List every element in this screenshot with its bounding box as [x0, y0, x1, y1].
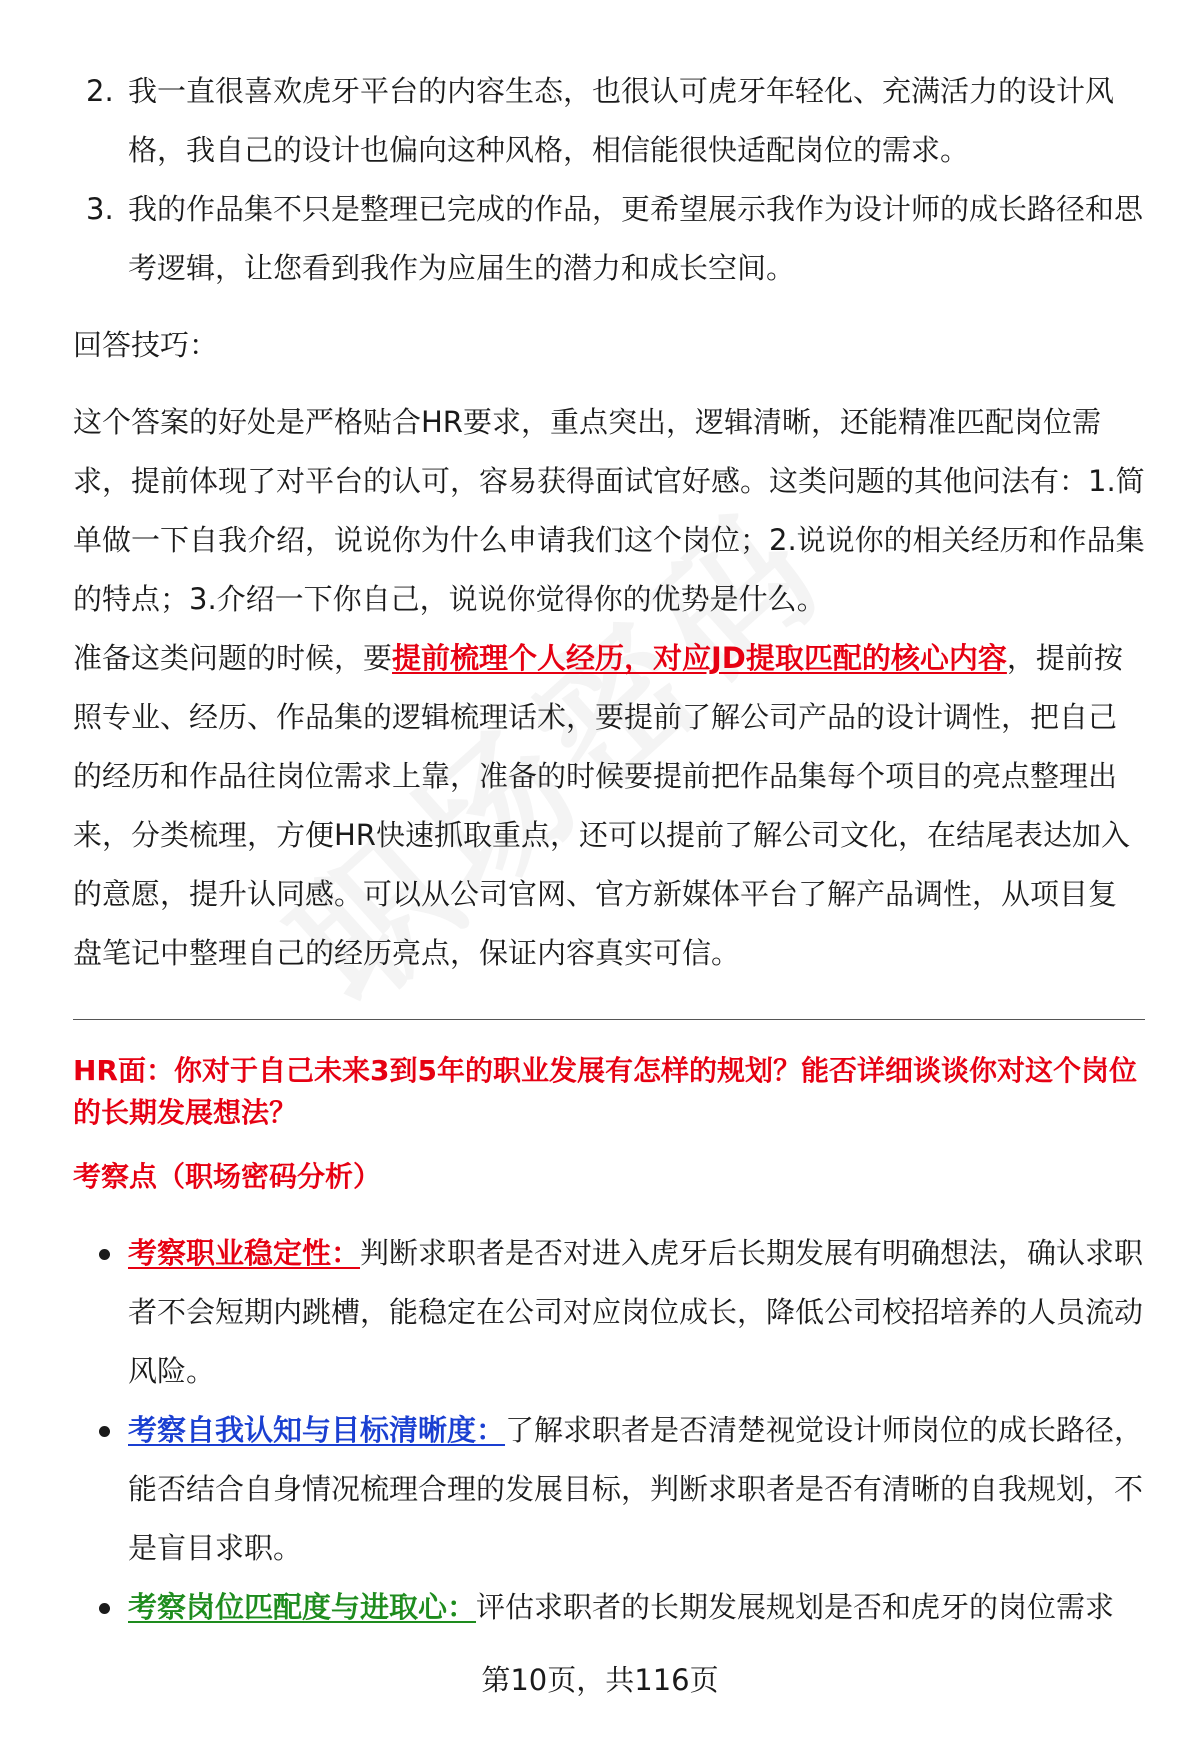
tips-paragraph-2: [73, 629, 1145, 983]
list-number: 3.: [86, 192, 114, 226]
tips-paragraph: 这个答案的好处是严格贴合HR要求，重点突出，逻辑清晰，还能精准匹配岗位需求，提前体现了对平台的认可，容易获得面试官好感。这类问题的其他问法有：1.简单做一下自我介绍，说说你为什么申请我们这个岗位；2.说说你的相关经历和作品集的特点；3.介绍一下你自己，说说你觉得你的优势是什么。: [73, 405, 1145, 616]
bullet-icon: [99, 1249, 110, 1260]
tips-highlight: 提前梳理个人经历，对应JD提取匹配的核心内容: [392, 641, 1007, 675]
bullet-keyword: 考察自我认知与目标清晰度：: [128, 1413, 506, 1447]
bullet-keyword: 考察岗位匹配度与进取心：: [128, 1590, 477, 1624]
bullet-text: 评估求职者的长期发展规划是否和虎牙的岗位需求: [476, 1590, 1115, 1624]
section-divider: [73, 1019, 1145, 1020]
tips-text-post: ，提前按照专业、经历、作品集的逻辑梳理话术，要提前了解公司产品的设计调性，把自己的经历和作品往岗位需求上靠，准备的时候要提前把作品集每个项目的亮点整理出来，分类梳理，方便HR快速抓取重点，还可以提前了解公司文化，在结尾表达加入的意愿，提升认同感。可以从公司官网、官方新媒体平台了解产品调性，从项目复盘笔记中整理自己的经历亮点，保证内容真实可信。: [73, 641, 1130, 970]
bullet-keyword: 考察职业稳定性：: [128, 1236, 361, 1270]
question-title: HR面：你对于自己未来3到5年的职业发展有怎样的规划？能否详细谈谈你对这个岗位的长期发展想法？: [73, 1054, 1137, 1129]
tips-label: 回答技巧：: [73, 328, 219, 362]
bullet-icon: [99, 1426, 110, 1437]
page-number: 第10页，共116页: [481, 1663, 719, 1697]
bullet-text: 判断求职者是否对进入虎牙后长期发展有明确想法，确认求职者不会短期内跳槽，能稳定在公司对应岗位成长，降低公司校招培养的人员流动风险。: [128, 1236, 1144, 1388]
list-item: [73, 1401, 1145, 1578]
section-title: 考察点（职场密码分析）: [73, 1160, 382, 1193]
list-text: 我一直很喜欢虎牙平台的内容生态，也很认可虎牙年轻化、充满活力的设计风格，我自己的设计也偏向这种风格，相信能很快适配岗位的需求。: [128, 74, 1115, 167]
page-content: [73, 62, 1145, 1637]
list-item: [73, 1224, 1145, 1401]
list-item: [73, 180, 1145, 298]
tips-text-pre: 准备这类问题的时候，要: [73, 641, 393, 675]
bullet-text: 了解求职者是否清楚视觉设计师岗位的成长路径，能否结合自身情况梳理合理的发展目标，判断求职者是否有清晰的自我规划，不是盲目求职。: [128, 1413, 1144, 1565]
list-number: 2.: [86, 74, 114, 108]
list-item: [73, 1578, 1145, 1637]
bullet-icon: [99, 1603, 110, 1614]
list-item: [73, 62, 1145, 180]
list-text: 我的作品集不只是整理已完成的作品，更希望展示我作为设计师的成长路径和思考逻辑，让您看到我作为应届生的潜力和成长空间。: [128, 192, 1144, 285]
